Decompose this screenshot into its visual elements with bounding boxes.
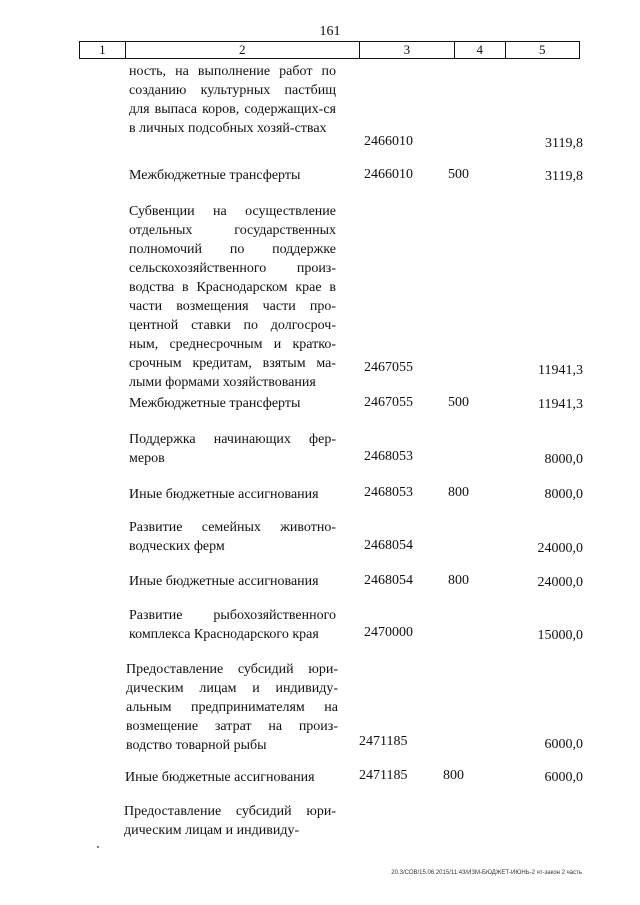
row-10-code: 2471185: [359, 768, 408, 783]
row-8-description: Развитие рыбохозяйственного комплекса Краснодарского края: [129, 608, 336, 642]
row-2-code: 2467055: [364, 360, 413, 375]
row-0-code: 2466010: [364, 134, 413, 149]
row-11-description: Предоставление субсидий юри-дическим лицам и индивиду-: [124, 804, 336, 838]
row-8-code: 2470000: [364, 625, 413, 640]
row-7-code: 2468054: [364, 573, 413, 588]
row-5-amount: 8000,0: [544, 487, 583, 502]
row-10-type: 800: [443, 768, 464, 783]
scan-speck: [97, 846, 99, 848]
row-8-amount: 15000,0: [537, 628, 583, 643]
row-9-code: 2471185: [359, 734, 408, 749]
header-cell-2: 2: [126, 42, 360, 58]
table-header: [79, 41, 580, 59]
header-cell-3: 3: [360, 42, 455, 58]
row-3-code: 2467055: [364, 395, 413, 410]
row-10-description: Иные бюджетные ассигнования: [125, 770, 315, 785]
row-1-amount: 3119,8: [545, 169, 583, 184]
row-2-description: Субвенции на осуществление отдельных государственных полномочий по поддержке сельскохозяйственного произ-водства в Краснодарском крае в части возмещения части про-центной ставки по долгосроч-ным, среднесрочным и кратко-срочным кредитам, взятым ма-лыми формами хозяйствования: [129, 204, 336, 390]
row-0-amount: 3119,8: [545, 136, 583, 151]
row-0-description: ность, на выполнение работ по созданию культурных пастбищ для выпаса коров, содержащих-ся в личных подсобных хозяй-ствах: [129, 64, 336, 136]
row-2-amount: 11941,3: [538, 363, 583, 378]
row-1-description: Межбюджетные трансферты: [129, 168, 301, 183]
row-6-code: 2468054: [364, 538, 413, 553]
row-4-amount: 8000,0: [544, 452, 583, 467]
row-9-amount: 6000,0: [544, 737, 583, 752]
footer-file-path: 20.3/СОВ/15.06.2015/11:43/ИЗМ-БЮДЖЕТ-ИЮНЬ-2 чт-закон 2 часть: [391, 870, 582, 876]
row-7-amount: 24000,0: [537, 575, 583, 590]
row-10-amount: 6000,0: [544, 770, 583, 785]
page-number: 161: [319, 24, 341, 39]
row-6-amount: 24000,0: [537, 541, 583, 556]
row-5-description: Иные бюджетные ассигнования: [129, 487, 319, 502]
row-1-code: 2466010: [364, 167, 413, 182]
row-7-type: 800: [448, 573, 469, 588]
row-1-type: 500: [448, 167, 469, 182]
row-5-code: 2468053: [364, 485, 413, 500]
row-3-type: 500: [448, 395, 469, 410]
header-cell-1: 1: [80, 42, 126, 58]
header-cell-5: 5: [539, 42, 546, 57]
row-4-description: Поддержка начинающих фер-меров: [129, 432, 336, 466]
row-6-description: Развитие семейных животно-водческих ферм: [129, 520, 336, 554]
row-9-description: Предоставление субсидий юри-дическим лицам и индивиду-альным предпринимателям на возмещение затрат на произ-водство товарной рыбы: [126, 662, 338, 753]
row-4-code: 2468053: [364, 449, 413, 464]
row-5-type: 800: [448, 485, 469, 500]
row-7-description: Иные бюджетные ассигнования: [129, 574, 319, 589]
header-cell-4: 4: [455, 42, 506, 58]
row-3-description: Межбюджетные трансферты: [129, 396, 301, 411]
row-3-amount: 11941,3: [538, 397, 583, 412]
